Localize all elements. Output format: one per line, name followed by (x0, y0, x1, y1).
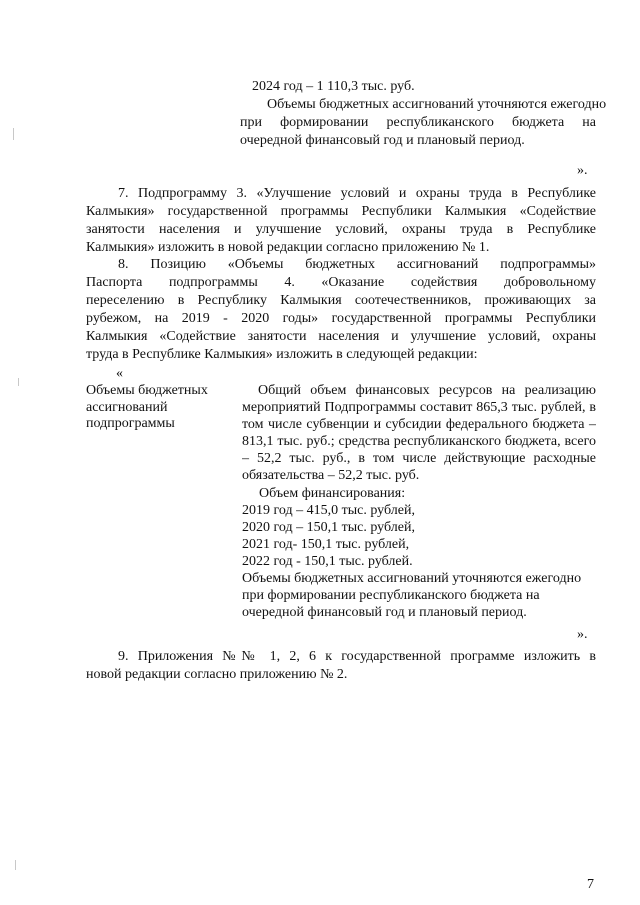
scan-margin-mark (13, 128, 14, 140)
passport-value-line: Общий объем финансовых ресурсов на реализацию (258, 383, 596, 398)
funding-year-2019: 2019 год – 415,0 тыс. рублей, (242, 503, 415, 518)
funding-2024-line: 2024 год – 1 110,3 тыс. руб. (252, 79, 415, 94)
funding-year-2020: 2020 год – 150,1 тыс. рублей, (242, 520, 415, 535)
closing-quote: ». (577, 627, 588, 642)
budget-note-line: очередной финансовый год и плановый период. (242, 605, 527, 620)
passport-label-line: ассигнований (86, 400, 168, 415)
page-number: 7 (587, 877, 594, 892)
paragraph-line: 8. Позицию «Объемы бюджетных ассигнований подпрограммы» (118, 257, 596, 272)
funding-year-2022: 2022 год - 150,1 тыс. рублей. (242, 554, 413, 569)
paragraph-line: Калмыкия» государственной программы Республики Калмыкия «Содействие (86, 204, 596, 219)
passport-value-line: обязательства – 52,2 тыс. руб. (242, 468, 420, 483)
paragraph-line: переселению в Республику Калмыкия соотечественников, проживающих за (86, 293, 596, 308)
budget-note-line: при формировании республиканского бюджета на (242, 588, 540, 603)
paragraph-line: рубежом, на 2019 - 2020 годы» государственной программы Республики (86, 311, 596, 326)
passport-label-line: Объемы бюджетных (86, 383, 208, 398)
passport-value-line: 813,1 тыс. руб.; средства республиканского бюджета, всего (242, 434, 596, 449)
scan-margin-mark (18, 378, 19, 386)
budget-note-line: Объемы бюджетных ассигнований уточняются ежегодно (267, 97, 607, 112)
paragraph-line: Паспорта подпрограммы 4. «Оказание содействия добровольному (86, 275, 596, 290)
paragraph-line: занятости населения и улучшение условий, охраны труда в Республике (86, 222, 596, 237)
budget-note-line: очередной финансовый год и плановый период. (240, 133, 525, 148)
opening-quote: « (116, 366, 123, 381)
passport-value-line: – 52,2 тыс. руб., в том числе действующие расходные (242, 451, 596, 466)
paragraph-line: 7. Подпрограмму 3. «Улучшение условий и охраны труда в Республике (118, 186, 596, 201)
closing-quote: ». (577, 163, 588, 178)
paragraph-line: новой редакции согласно приложению № 2. (86, 667, 348, 682)
budget-note-line: Объемы бюджетных ассигнований уточняются ежегодно (242, 571, 582, 586)
paragraph-line: 9. Приложения №№ 1, 2, 6 к государственной программе изложить в (118, 649, 596, 664)
budget-note-line: при формировании республиканского бюджета на (240, 115, 596, 130)
passport-value-line: том числе субвенции и субсидии федерального бюджета – (242, 417, 596, 432)
financing-heading: Объем финансирования: (259, 486, 406, 501)
scan-margin-mark (15, 860, 16, 870)
paragraph-line: труда в Республике Калмыкия» изложить в следующей редакции: (86, 347, 478, 362)
paragraph-line: Калмыкия «Содействие занятости населения и улучшение условий, охраны (86, 329, 596, 344)
passport-label-line: подпрограммы (86, 416, 175, 431)
passport-value-line: мероприятий Подпрограммы составит 865,3 тыс. рублей, в (242, 400, 596, 415)
paragraph-line: Калмыкия» изложить в новой редакции согласно приложению № 1. (86, 240, 490, 255)
funding-year-2021: 2021 год- 150,1 тыс. рублей, (242, 537, 410, 552)
